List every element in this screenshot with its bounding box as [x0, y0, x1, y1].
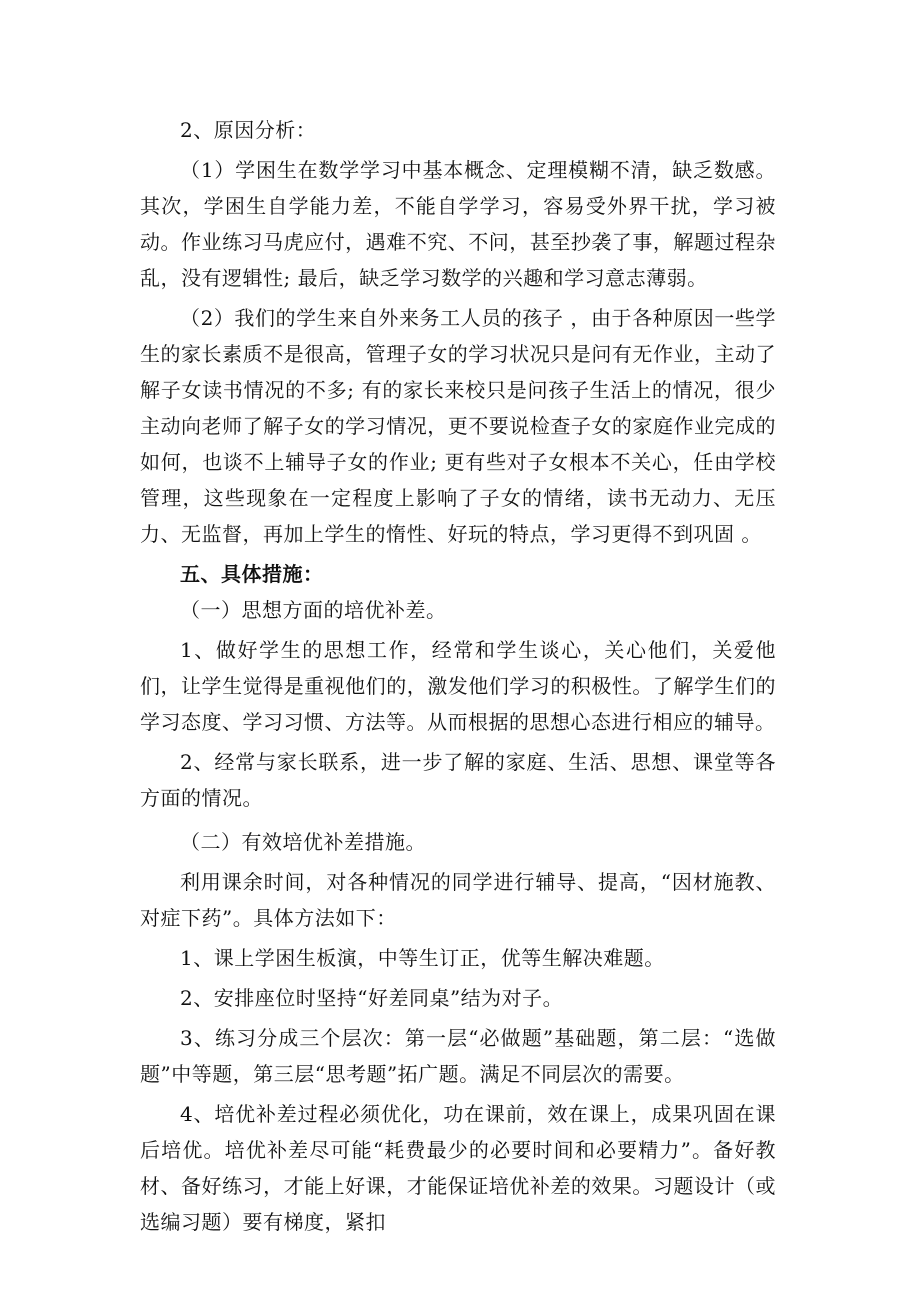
subheading-ideology: （一）思想方面的培优补差。 — [180, 598, 447, 622]
document-page — [140, 112, 776, 1240]
paragraph-method-3: 3、练习分成三个层次：第一层“必做题”基础题，第二层：“选做题”中等题，第三层“思考题”拓广题。满足不同层次的需要。 — [140, 1026, 776, 1086]
paragraph-method-2: 2、安排座位时坚持“好差同桌”结为对子。 — [180, 986, 564, 1010]
paragraph-measure-1: 1、做好学生的思想工作，经常和学生谈心，关心他们，关爱他们，让学生觉得是重视他们的，激发他们学习的积极性。了解学生们的学习态度、学习习惯、方法等。从而根据的思想心态进行相应的辅导。 — [140, 638, 776, 734]
paragraph-cause-1: （1）学困生在数学学习中基本概念、定理模糊不清，缺乏数感。其次，学困生自学能力差，不能自学学习，容易受外界干扰，学习被动。作业练习马虎应付，遇难不究、不问，甚至抄袭了事，解题过程杂乱，没有逻辑性; 最后，缺乏学习数学的兴趣和学习意志薄弱。 — [140, 158, 776, 290]
subheading-effective-measures: （二）有效培优补差措施。 — [180, 830, 426, 854]
paragraph-after-class-tutoring: 利用课余时间，对各种情况的同学进行辅导、提高，“因材施教、对症下药”。具体方法如下： — [140, 870, 776, 930]
paragraph-cause-2: （2）我们的学生来自外来务工人员的孩子 ，由于各种原因一些学生的家长素质不是很高，管理子女的学习状况只是问有无作业，主动了解子女读书情况的不多; 有的家长来校只是问孩子生活上的情况，很少主动向老师了解子女的学习情况，更不要说检查子女的家庭作业完成的如何，也谈不上辅导子女的作业; 更有些对子女根本不关心，任由学校管理，这些现象在一定程度上影响了子女的情绪，读书无动力、无压力、无监督，再加上学生的惰性、好玩的特点，学习更得不到巩固 。 — [140, 306, 776, 546]
paragraph-method-4: 4、培优补差过程必须优化，功在课前，效在课上，成果巩固在课后培优。培优补差尽可能“耗费最少的必要时间和必要精力”。备好教材、备好练习，才能上好课，才能保证培优补差的效果。习题设计（或选编习题）要有梯度，紧扣 — [140, 1102, 776, 1234]
paragraph-measure-2: 2、经常与家长联系，进一步了解的家庭、生活、思想、课堂等各方面的情况。 — [140, 750, 776, 810]
paragraph-cause-analysis-heading: 2、原因分析： — [180, 118, 317, 142]
section-heading-measures: 五、具体措施： — [180, 562, 324, 586]
paragraph-method-1: 1、课上学困生板演，中等生订正，优等生解决难题。 — [180, 946, 665, 970]
